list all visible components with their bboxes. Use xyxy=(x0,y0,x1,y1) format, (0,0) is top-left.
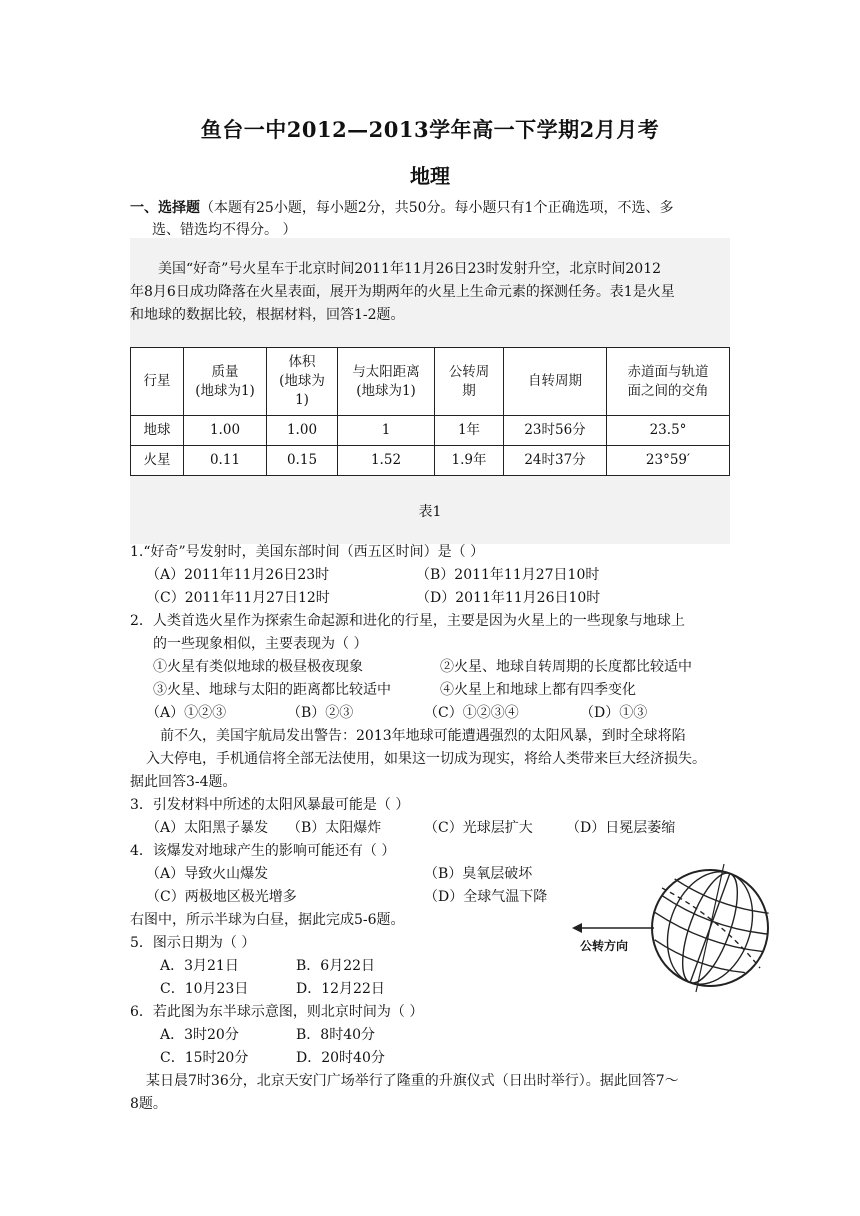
terminator-line xyxy=(662,888,760,968)
globe-diagram xyxy=(570,858,770,998)
table-cell: 火星 xyxy=(131,446,184,476)
table-cell: 地球 xyxy=(131,416,184,446)
q6-option-c: C．15时20分 xyxy=(160,1050,249,1066)
q2-statement-1: ①火星有类似地球的极昼极夜现象 xyxy=(153,659,363,675)
section-note-2: 选、错选均不得分。 ） xyxy=(152,222,297,238)
q5-option-d: D．12月22日 xyxy=(296,981,385,997)
question-3: 3．引发材料中所述的太阳风暴最可能是（ ） xyxy=(130,797,410,813)
arrow-head-icon xyxy=(572,923,582,933)
q3-option-d: （D）日冕层萎缩 xyxy=(566,820,676,836)
data-table xyxy=(130,347,730,476)
material-4-line-2: 8题。 xyxy=(130,1096,167,1112)
page-title: 鱼台一中2012—2013学年高一下学期2月月考 xyxy=(200,117,660,142)
material-1-line-1: 美国“好奇”号火星车于北京时间2011年11月26日23时发射升空，北京时间2012 xyxy=(158,261,662,277)
table-row xyxy=(131,446,730,476)
question-1: 1.“好奇”号发射时，美国东部时间（西五区时间）是（ ） xyxy=(130,544,485,560)
table-cell: 23.5° xyxy=(607,416,730,446)
table-header-cell: 自转周期 xyxy=(504,348,607,416)
q4-option-b: （B）臭氧层破坏 xyxy=(424,866,533,882)
q1-option-c: （C）2011年11月27日12时 xyxy=(146,590,330,606)
material-2-line-1: 前不久，美国宇航局发出警告：2013年地球可能遭遇强烈的太阳风暴，到时全球将陷 xyxy=(160,728,686,744)
q6-option-d: D．20时40分 xyxy=(296,1050,385,1066)
q2-statement-2: ②火星、地球自转周期的长度都比较适中 xyxy=(440,659,692,675)
subject-title: 地理 xyxy=(410,164,450,188)
q2-statement-4: ④火星上和地球上都有四季变化 xyxy=(440,682,636,698)
table-header-cell: 质量 (地球为1) xyxy=(184,348,267,416)
question-4: 4．该爆发对地球产生的影响可能还有（ ） xyxy=(130,843,396,859)
table-cell: 1.52 xyxy=(338,446,435,476)
q5-option-b: B．6月22日 xyxy=(296,958,376,974)
table-header-cell: 与太阳距离 (地球为1) xyxy=(338,348,435,416)
q6-option-b: B．8时40分 xyxy=(296,1027,376,1043)
q4-option-a: （A）导致火山爆发 xyxy=(146,866,269,882)
material-1-line-3: 和地球的数据比较，根据材料，回答1-2题。 xyxy=(130,307,405,323)
q3-option-a: （A）太阳黑子暴发 xyxy=(146,820,269,836)
table-caption: 表1 xyxy=(418,504,442,520)
question-6: 6．若此图为东半球示意图，则北京时间为（ ） xyxy=(130,1004,424,1020)
material-2-line-3: 据此回答3-4题。 xyxy=(130,774,237,790)
question-2-line-1: 2．人类首选火星作为探索生命起源和进化的行星，主要是因为火星上的一些现象与地球上 xyxy=(130,613,685,629)
q2-option-a: （A）①②③ xyxy=(146,705,227,721)
q2-option-c: （C）①②③④ xyxy=(424,705,519,721)
revolution-label: 公转方向 xyxy=(580,939,629,953)
globe-figure xyxy=(570,858,770,998)
material-2-line-2: 入大停电，手机通信将全部无法使用，如果这一切成为现实，将给人类带来巨大经济损失。 xyxy=(146,751,706,767)
q3-option-c: （C）光球层扩大 xyxy=(424,820,533,836)
q2-option-b: （B）②③ xyxy=(287,705,354,721)
earth-axis xyxy=(696,864,724,992)
q2-option-d: （D）①③ xyxy=(580,705,648,721)
table-cell: 0.11 xyxy=(184,446,267,476)
table-header-row xyxy=(131,348,730,416)
table-cell: 24时37分 xyxy=(504,446,607,476)
table-header-cell: 体积 (地球为 1) xyxy=(267,348,338,416)
q6-option-a: A．3时20分 xyxy=(160,1027,239,1043)
q3-option-b: （B）太阳爆炸 xyxy=(287,820,382,836)
q5-option-c: C．10月23日 xyxy=(160,981,249,997)
table-cell: 0.15 xyxy=(267,446,338,476)
table-cell: 23时56分 xyxy=(504,416,607,446)
table-cell: 1 xyxy=(338,416,435,446)
table-cell: 1.9年 xyxy=(435,446,504,476)
material-3: 右图中，所示半球为白昼，据此完成5-6题。 xyxy=(130,912,405,928)
question-2-line-2: 的一些现象相似，主要表现为（ ） xyxy=(153,636,368,652)
q2-statement-3: ③火星、地球与太阳的距离都比较适中 xyxy=(153,682,391,698)
table-cell: 1.00 xyxy=(184,416,267,446)
q1-option-d: （D）2011年11月26日10时 xyxy=(416,590,601,606)
material-1 xyxy=(130,258,730,327)
material-1-line-2: 年8月6日成功降落在火星表面，展开为期两年的火星上生命元素的探测任务。表1是火星 xyxy=(130,284,675,300)
q4-option-d: （D）全球气温下降 xyxy=(424,889,548,905)
table-row xyxy=(131,416,730,446)
section-heading xyxy=(130,197,730,241)
q1-option-a: （A）2011年11月26日23时 xyxy=(146,567,330,583)
table-header-cell: 赤道面与轨道 面之间的交角 xyxy=(607,348,730,416)
material-4-line-1: 某日晨7时36分，北京天安门广场举行了隆重的升旗仪式（日出时举行）。据此回答7～ xyxy=(146,1073,679,1089)
q5-option-a: A．3月21日 xyxy=(160,958,239,974)
question-5: 5．图示日期为（ ） xyxy=(130,935,256,951)
table-cell: 23°59′ xyxy=(607,446,730,476)
q1-option-b: （B）2011年11月27日10时 xyxy=(416,567,600,583)
section-label: 一、选择题 xyxy=(130,200,200,216)
table-cell: 1.00 xyxy=(267,416,338,446)
table-cell: 1年 xyxy=(435,416,504,446)
q4-option-c: （C）两极地区极光增多 xyxy=(146,889,297,905)
table-header-cell: 公转周 期 xyxy=(435,348,504,416)
table-header-cell: 行星 xyxy=(131,348,184,416)
section-note-1: （本题有25小题，每小题2分，共50分。每小题只有1个正确选项，不选、多 xyxy=(200,200,674,216)
